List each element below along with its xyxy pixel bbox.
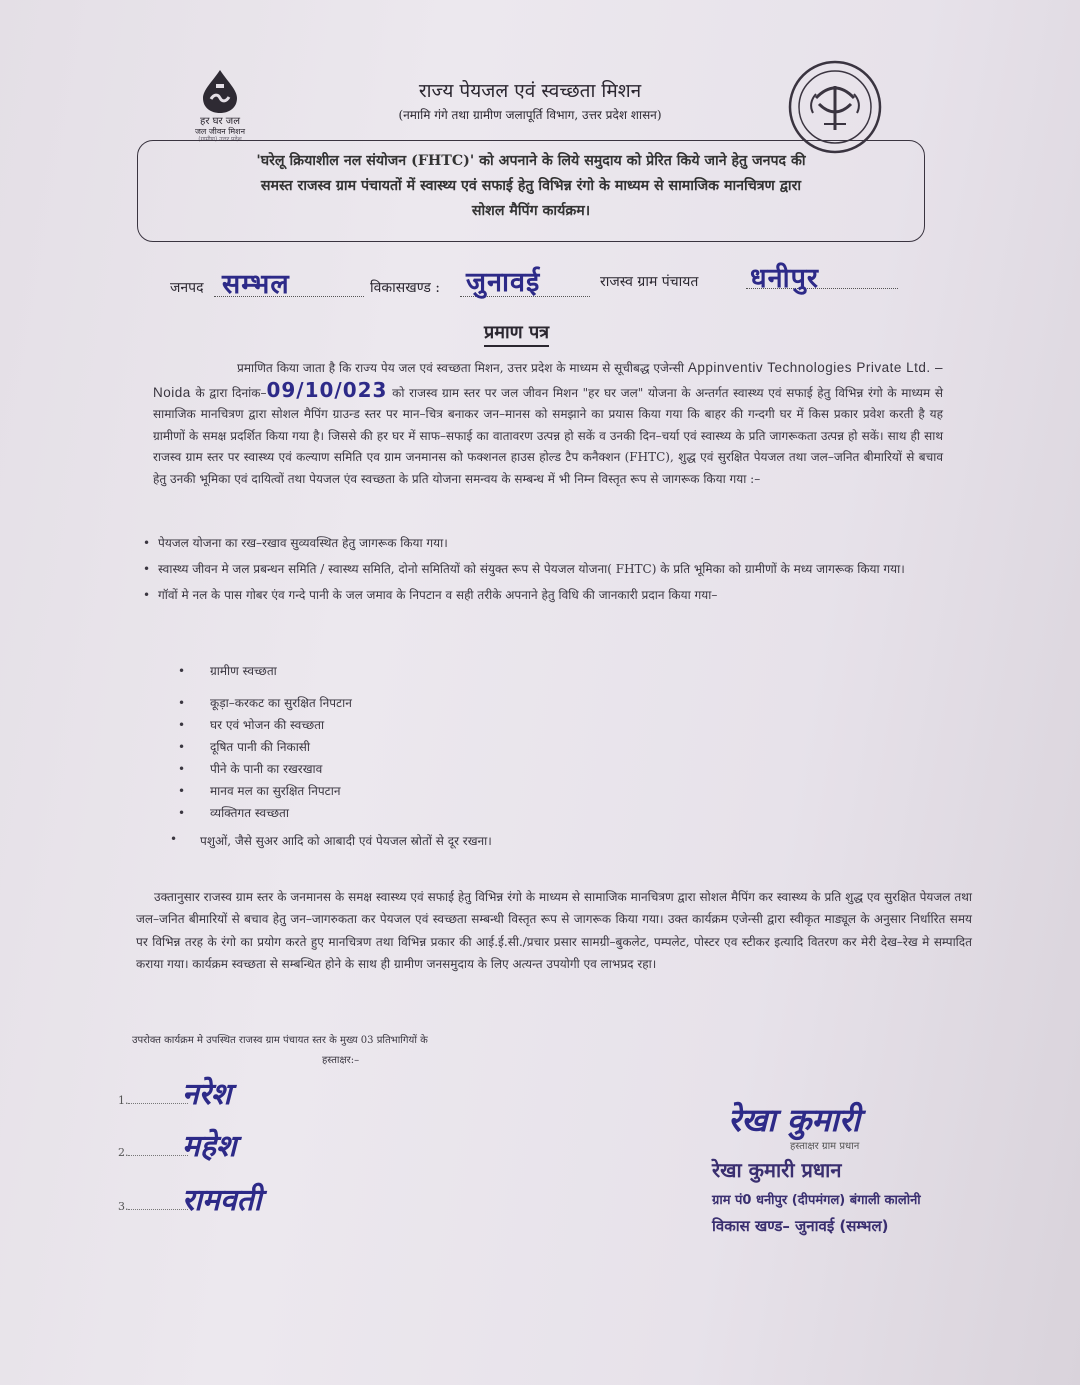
certificate-page: हर घर जल जल जीवन मिशन (ग्रामीण) उत्तर प्रदेश राज्य पेयजल एवं स्वच्छता मिशन (नमामि गंगे तथा ग्रामीण जलापूर्ति विभाग, उत्तर प्रदेश शासन) 'घरेलू क्रियाशील नल संयोजन (FHTC)' को अपनाने के लिये समुदाय को प्रेरित किये जाने हेतु जनपद की समस्त राजस्व ग्राम पंचायतों में स्वास्थ्य एवं सफाई हेतु विभिन्न रंगो के माध्यम से सामाजिक मानचित्रण द्वारा सोशल मैपिंग कार्यक्रम। जनपद सम्भल विकासखण्ड : जुनावई राजस्व ग्राम पंचायत धनीपुर प्रमाण पत्र प्रमाणित किया जाता है कि राज्य पेय जल एवं स्वच्छता मिशन, उत्तर प्रदेश के माध्यम से सूचीबद्ध एजेन्सी Appinventiv Technologies Private Ltd. – Noida के द्वारा दिनांक–09/10/023 को राजस्व ग्राम स्तर पर जल जीवन मिशन "हर घर जल" योजना के अन्तर्गत स्वास्थ्य एवं सफाई हेतु विभिन्न रंगो के माध्यम से सामाजिक मानचित्रण द्वारा सोशल मैपिंग ग्राउन्ड स्तर पर मान–चित्र बनाकर जन–मानस को समझाने का प्रयास किया गया कि बाहर की गन्दगी घर में किस प्रकार प्रवेश करती है यह ग्रामीणों के समक्ष प्रदर्शित किया गया है। जिससे की हर घर में साफ–सफाई का वातावरण उत्पन्न हो सकें व उनकी दिन–चर्या एवं स्वास्थ्य के प्रति जागरूकता उत्पन्न हो सकें। साथ ही साथ राजस्व ग्राम स्तर पर स्वास्थ्य एवं कल्याण समिति एव ग्राम जनमानस को फक्शनल हाउस होल्ड टैप कनैक्शन (FHTC), शुद्ध एवं सुरक्षित पेयजल तथा जल–जनित बीमारियों से बचाव हेतु उनकी भूमिका एवं दायित्वों तथा पेयजल एंव स्वच्छता के प्रति योजना समन्वय के सम्बन्ध में भी निम्न विस्तृत रूप से जागरूक किया गया :– • पेयजल योजना का रख–रखाव सुव्यवस्थित हेतु जागरूक किया गया। • स्वास्थ्य जीवन मे जल प्रबन्धन समिति / स्वास्थ्य समिति, दोनो समितियों को संयुक्त रूप से पेयजल योजना( FHTC) के प्रति भूमिका को ग्रामीणों के मध्य जागरूक किया गया। • गॉवों मे नल के पास गोबर एंव गन्दे पानी के जल जमाव के निपटान व सही तरीके अपनाने हेतु विधि की जानकारी प्रदान किया गया– • ग्रामीण स्वच्छता • कूड़ा–करकट का सुरक्षित निपटान • घर एवं भोजन की स्वच्छता • दूषित पानी की निकासी • पीने के पानी का रखरखाव • मानव मल का सुरक्षित निपटान • व्यक्तिगत स्वच्छता • पशुओं, जैसे सुअर आदि को आबादी एवं पेयजल स्रोतों से दूर रखना। उक्तानुसार राजस्व ग्राम स्तर के जनमानस के समक्ष स्वास्थ्य एवं सफाई हेतु विभिन्न रंगो के माध्यम से सामाजिक मानचित्रण द्वारा सोशल मैपिंग कर स्वास्थ्य के प्रति शुद्ध एव सुरक्षित पेयजल तथा जल–जनित बीमारियों से बचाव हेतु जन–जागरुकता कर पेयजल एवं स्वच्छता सम्बन्धी विस्तृत रूप से जागरूक किया गया। उक्त कार्यक्रम एजेन्सी द्वारा स्वीकृत माड्यूल के अनुसार निर्धारित समय पर विभिन्न तरह के रंगो का प्रयोग करते हुए मानचित्रण तथा विभिन्न प्रकार की आई.ई.सी./प्रचार प्रसार सामग्री–बुकलेट, पम्पलेट, पोस्टर एव स्टीकर इत्यादि वितरण कर मेरी देख–रेख मे सम्पादित कराया गया। कार्यक्रम स्वच्छता से सम्बन्धित होने के साथ ही ग्रामीण जनसमुदाय के लिए अत्यन्त उपयोगी एव लाभप्रद रहा। उपरोक्त कार्यक्रम मे उपस्थित राजस्व ग्राम पंचायत स्तर के मुख्य 03 प्रतिभागियों के हस्ताक्षर:– 1. नरेश 2. महेश 3. रामवती रेखा कुमारी हस्ताक्षर ग्राम प्रधान रेखा कुमारी प्रधान ग्राम पं0 धनीपुर (दीपमंगल) बंगाली कालोनी विकास खण्ड– जुनावई (सम्भल)	[0, 0, 1080, 1385]
closing-text: उक्तानुसार राजस्व ग्राम स्तर के जनमानस के समक्ष स्वास्थ्य एवं सफाई हेतु विभिन्न रंगो के माध्यम से सामाजिक मानचित्रण द्वारा सोशल मैपिंग कर स्वास्थ्य के प्रति शुद्ध एव सुरक्षित पेयजल तथा जल–जनित बीमारियों से बचाव हेतु जन–जागरुकता कर पेयजल एवं स्वच्छता सम्बन्धी विस्तृत रूप से जागरूक किया गया। उक्त कार्यक्रम एजेन्सी द्वारा स्वीकृत माड्यूल के अनुसार निर्धारित समय पर विभिन्न तरह के रंगो का प्रयोग करते हुए मानचित्रण तथा विभिन्न प्रकार की आई.ई.सी./प्रचार प्रसार सामग्री–बुकलेट, पम्पलेट, पोस्टर एव स्टीकर इत्यादि वितरण कर मेरी देख–रेख मे सम्पादित कराया गया। कार्यक्रम स्वच्छता से सम्बन्धित होने के साथ ही ग्रामीण जनसमुदाय के लिए अत्यन्त उपयोगी एव लाभप्रद रहा।	[136, 890, 972, 972]
list-item: • स्वास्थ्य जीवन मे जल प्रबन्धन समिति / स्वास्थ्य समिति, दोनो समितियों को संयुक्त रूप से पेयजल योजना( FHTC) के प्रति भूमिका को ग्रामीणों के मध्य जागरूक किया गया।	[143, 556, 943, 582]
signatures-note: उपरोक्त कार्यक्रम मे उपस्थित राजस्व ग्राम पंचायत स्तर के मुख्य 03 प्रतिभागियों के	[132, 1035, 428, 1046]
participant-number: 1.	[118, 1094, 129, 1107]
pradhan-signature-label: हस्ताक्षर ग्राम प्रधान	[790, 1141, 860, 1152]
agency-name: Appinventiv Technologies Private Ltd. – Noida	[153, 360, 943, 400]
program-title-line-2: समस्त राजस्व ग्राम पंचायतों में स्वास्थ्य एवं सफाई हेतु विभिन्न रंगो के माध्यम से सामाजिक मानचित्रण द्वारा	[260, 178, 802, 194]
program-date: 09/10/023	[266, 377, 388, 402]
body-part-1: प्रमाणित किया जाता है कि राज्य पेय जल एवं स्वच्छता मिशन, उत्तर प्रदेश के माध्यम से सूचीबद्ध एजेन्सी	[237, 361, 684, 375]
body-part-2: के द्वारा दिनांक–	[195, 385, 267, 400]
pradhan-stamp-address: ग्राम पं0 धनीपुर (दीपमंगल) बंगाली कालोनी	[712, 1193, 921, 1208]
pradhan-stamp-block: विकास खण्ड– जुनावई (सम्भल)	[712, 1217, 889, 1235]
list-item: • दूषित पानी की निकासी	[178, 736, 578, 758]
program-title-line-1: 'घरेलू क्रियाशील नल संयोजन (FHTC)' को अपनाने के लिये समुदाय को प्रेरित किये जाने हेतु जनपद की	[256, 153, 806, 169]
certificate-body	[153, 357, 943, 491]
closing-paragraph	[136, 886, 972, 976]
list-item: • घर एवं भोजन की स्वच्छता	[178, 714, 578, 736]
pradhan-stamp-name: रेखा कुमारी प्रधान	[712, 1158, 842, 1182]
participant-signature: रामवती	[182, 1183, 262, 1218]
panchayat-label: राजस्व ग्राम पंचायत	[600, 274, 699, 290]
block-label: विकासखण्ड :	[370, 280, 441, 296]
pradhan-signature: रेखा कुमारी	[728, 1101, 861, 1139]
district-label: जनपद	[170, 280, 204, 296]
list-item: • व्यक्तिगत स्वच्छता	[178, 802, 578, 824]
sanitation-topics-list	[178, 660, 578, 824]
mission-title: राज्य पेयजल एवं स्वच्छता मिशन	[418, 80, 642, 102]
awareness-bullets	[143, 530, 943, 608]
list-item: • मानव मल का सुरक्षित निपटान	[178, 780, 578, 802]
block-value: जुनावई	[466, 267, 541, 298]
logo-text-har-ghar-jal: हर घर जल	[200, 116, 240, 127]
list-item: • पीने के पानी का रखरखाव	[178, 758, 578, 780]
participant-signature: नरेश	[182, 1077, 232, 1112]
logo-text-jal-jeevan: जल जीवन मिशन	[194, 127, 246, 136]
list-item: • पेयजल योजना का रख–रखाव सुव्यवस्थित हेतु जागरूक किया गया।	[143, 530, 943, 556]
panchayat-value: धनीपुर	[750, 263, 819, 294]
district-value: सम्भल	[222, 269, 290, 300]
mission-subtitle: (नमामि गंगे तथा ग्रामीण जलापूर्ति विभाग, उत्तर प्रदेश शासन)	[398, 108, 662, 122]
list-item: • कूड़ा–करकट का सुरक्षित निपटान	[178, 692, 578, 714]
participant-number: 3.	[118, 1200, 129, 1213]
program-title-line-3: सोशल मैपिंग कार्यक्रम।	[471, 203, 591, 219]
program-title-box	[137, 140, 925, 242]
logo-text-state: (ग्रामीण) उत्तर प्रदेश	[198, 136, 242, 143]
location-fields	[170, 263, 930, 304]
list-item: • गॉवों मे नल के पास गोबर एंव गन्दे पानी के जल जमाव के निपटान व सही तरीके अपनाने हेतु विधि की जानकारी प्रदान किया गया–	[143, 582, 943, 608]
participant-number: 2.	[118, 1146, 129, 1159]
participant-signature: महेश	[182, 1129, 237, 1164]
body-part-3: को राजस्व ग्राम स्तर पर जल जीवन मिशन "हर घर जल" योजना के अन्तर्गत स्वास्थ्य एवं सफाई हेतु विभिन्न रंगो के माध्यम से सामाजिक मानचित्रण द्वारा सोशल मैपिंग ग्राउन्ड स्तर पर मान–चित्र बनाकर जन–मानस को समझाने का प्रयास किया गया कि बाहर की गन्दगी घर में किस प्रकार प्रवेश करती है यह ग्रामीणों के समक्ष प्रदर्शित किया गया है। जिससे की हर घर में साफ–सफाई का वातावरण उत्पन्न हो सकें व उनकी दिन–चर्या एवं स्वास्थ्य के प्रति जागरूकता उत्पन्न हो सकें। साथ ही साथ राजस्व ग्राम स्तर पर स्वास्थ्य एवं कल्याण समिति एव ग्राम जनमानस को फक्शनल हाउस होल्ड टैप कनैक्शन (FHTC), शुद्ध एवं सुरक्षित पेयजल तथा जल–जनित बीमारियों से बचाव हेतु उनकी भूमिका एवं दायित्वों तथा पेयजल एंव स्वच्छता के प्रति योजना समन्वय के सम्बन्ध में भी निम्न विस्तृत रूप से जागरूक किया गया :–	[153, 385, 943, 486]
signatures-heading: हस्ताक्षर:–	[322, 1055, 360, 1066]
list-item: पशुओं, जैसे सुअर आदि को आबादी एवं पेयजल स्रोतों से दूर रखना।	[200, 834, 492, 848]
list-item: • ग्रामीण स्वच्छता	[178, 660, 578, 682]
certificate-title: प्रमाण पत्र	[484, 320, 549, 347]
